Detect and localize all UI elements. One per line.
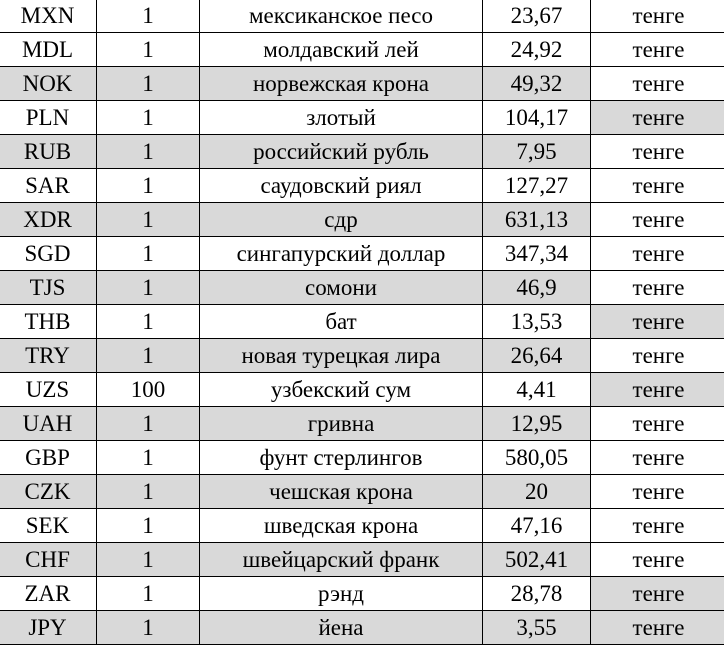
unit-currency-cell: тенге — [591, 577, 724, 611]
nominal-cell: 1 — [97, 611, 200, 645]
rate-value-cell: 47,16 — [483, 509, 591, 543]
currency-name-cell: рэнд — [200, 577, 483, 611]
unit-currency-cell: тенге — [591, 101, 724, 135]
currency-name-cell: новая турецкая лира — [200, 339, 483, 373]
currency-code-cell: THB — [0, 305, 97, 339]
currency-name-cell: гривна — [200, 407, 483, 441]
currency-name-cell: узбекский сум — [200, 373, 483, 407]
currency-name-cell: сингапурский доллар — [200, 237, 483, 271]
nominal-cell: 1 — [97, 101, 200, 135]
rate-value-cell: 502,41 — [483, 543, 591, 577]
table-row — [0, 67, 724, 101]
table-row — [0, 509, 724, 543]
currency-code-cell: NOK — [0, 67, 97, 101]
nominal-cell: 1 — [97, 475, 200, 509]
currency-code-cell: ZAR — [0, 577, 97, 611]
table-row — [0, 543, 724, 577]
currency-code-cell: MDL — [0, 33, 97, 67]
currency-name-cell: российский рубль — [200, 135, 483, 169]
currency-code-cell: UAH — [0, 407, 97, 441]
currency-code-cell: SEK — [0, 509, 97, 543]
unit-currency-cell: тенге — [591, 237, 724, 271]
currency-name-cell: чешская крона — [200, 475, 483, 509]
nominal-cell: 1 — [97, 441, 200, 475]
currency-name-cell: мексиканское песо — [200, 0, 483, 33]
rate-value-cell: 46,9 — [483, 271, 591, 305]
rate-value-cell: 347,34 — [483, 237, 591, 271]
nominal-cell: 1 — [97, 543, 200, 577]
table-row — [0, 135, 724, 169]
unit-currency-cell: тенге — [591, 611, 724, 645]
nominal-cell: 1 — [97, 0, 200, 33]
currency-code-cell: PLN — [0, 101, 97, 135]
rate-value-cell: 28,78 — [483, 577, 591, 611]
currency-name-cell: шведская крона — [200, 509, 483, 543]
unit-currency-cell: тенге — [591, 33, 724, 67]
table-row — [0, 407, 724, 441]
table-row — [0, 305, 724, 339]
rate-value-cell: 127,27 — [483, 169, 591, 203]
nominal-cell: 1 — [97, 305, 200, 339]
unit-currency-cell: тенге — [591, 305, 724, 339]
currency-name-cell: злотый — [200, 101, 483, 135]
table-row — [0, 475, 724, 509]
unit-currency-cell: тенге — [591, 0, 724, 33]
rate-value-cell: 20 — [483, 475, 591, 509]
table-row — [0, 339, 724, 373]
rate-value-cell: 631,13 — [483, 203, 591, 237]
unit-currency-cell: тенге — [591, 339, 724, 373]
rate-value-cell: 49,32 — [483, 67, 591, 101]
unit-currency-cell: тенге — [591, 543, 724, 577]
currency-name-cell: молдавский лей — [200, 33, 483, 67]
currency-code-cell: UZS — [0, 373, 97, 407]
table-row — [0, 101, 724, 135]
table-row — [0, 169, 724, 203]
rate-value-cell: 13,53 — [483, 305, 591, 339]
rate-value-cell: 26,64 — [483, 339, 591, 373]
currency-name-cell: норвежская крона — [200, 67, 483, 101]
unit-currency-cell: тенге — [591, 135, 724, 169]
nominal-cell: 1 — [97, 339, 200, 373]
currency-code-cell: MXN — [0, 0, 97, 33]
rate-value-cell: 7,95 — [483, 135, 591, 169]
unit-currency-cell: тенге — [591, 271, 724, 305]
currency-code-cell: SGD — [0, 237, 97, 271]
table-row — [0, 0, 724, 33]
unit-currency-cell: тенге — [591, 407, 724, 441]
currency-name-cell: саудовский риял — [200, 169, 483, 203]
unit-currency-cell: тенге — [591, 475, 724, 509]
nominal-cell: 1 — [97, 169, 200, 203]
table-row — [0, 271, 724, 305]
currency-code-cell: CHF — [0, 543, 97, 577]
table-row — [0, 577, 724, 611]
table-row — [0, 33, 724, 67]
rate-value-cell: 23,67 — [483, 0, 591, 33]
unit-currency-cell: тенге — [591, 169, 724, 203]
currency-name-cell: сомони — [200, 271, 483, 305]
currency-code-cell: GBP — [0, 441, 97, 475]
nominal-cell: 1 — [97, 509, 200, 543]
nominal-cell: 1 — [97, 237, 200, 271]
currency-code-cell: TRY — [0, 339, 97, 373]
nominal-cell: 100 — [97, 373, 200, 407]
nominal-cell: 1 — [97, 577, 200, 611]
rate-value-cell: 580,05 — [483, 441, 591, 475]
unit-currency-cell: тенге — [591, 509, 724, 543]
rate-value-cell: 4,41 — [483, 373, 591, 407]
nominal-cell: 1 — [97, 271, 200, 305]
rate-value-cell: 24,92 — [483, 33, 591, 67]
nominal-cell: 1 — [97, 135, 200, 169]
nominal-cell: 1 — [97, 407, 200, 441]
currency-name-cell: бат — [200, 305, 483, 339]
currency-code-cell: XDR — [0, 203, 97, 237]
unit-currency-cell: тенге — [591, 203, 724, 237]
table-row — [0, 373, 724, 407]
currency-name-cell: фунт стерлингов — [200, 441, 483, 475]
table-row — [0, 203, 724, 237]
table-row — [0, 237, 724, 271]
currency-name-cell: швейцарский франк — [200, 543, 483, 577]
currency-code-cell: RUB — [0, 135, 97, 169]
table-row — [0, 611, 724, 645]
table-row — [0, 441, 724, 475]
nominal-cell: 1 — [97, 203, 200, 237]
rate-value-cell: 104,17 — [483, 101, 591, 135]
currency-name-cell: йена — [200, 611, 483, 645]
unit-currency-cell: тенге — [591, 67, 724, 101]
rate-value-cell: 12,95 — [483, 407, 591, 441]
rate-value-cell: 3,55 — [483, 611, 591, 645]
unit-currency-cell: тенге — [591, 441, 724, 475]
currency-name-cell: сдр — [200, 203, 483, 237]
currency-code-cell: SAR — [0, 169, 97, 203]
unit-currency-cell: тенге — [591, 373, 724, 407]
currency-code-cell: TJS — [0, 271, 97, 305]
nominal-cell: 1 — [97, 33, 200, 67]
currency-code-cell: CZK — [0, 475, 97, 509]
nominal-cell: 1 — [97, 67, 200, 101]
currency-code-cell: JPY — [0, 611, 97, 645]
